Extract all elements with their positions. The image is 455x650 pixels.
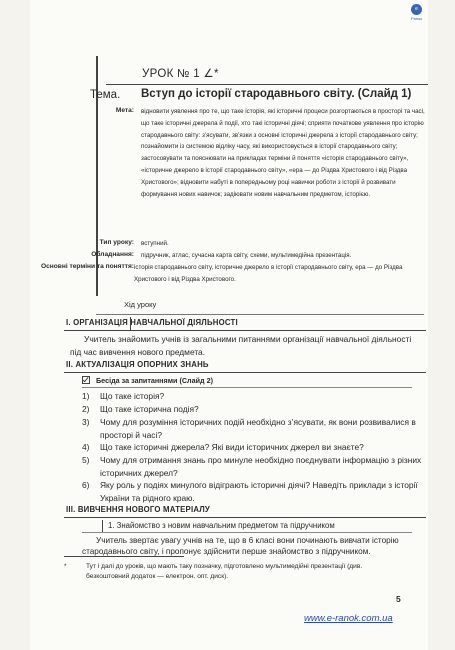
new-subject-subheading: 1. Знайомство з новим навчальним предметом та підручником xyxy=(82,520,412,533)
meta-text-equipment: підручник, атлас, сучасна карта світу, схеми, мультимедійна презентація. xyxy=(141,252,352,259)
meta-label-goal: Мета: xyxy=(115,107,134,114)
lesson-progress-heading: Хід уроку xyxy=(96,300,424,315)
footnote-mark: * xyxy=(64,563,67,570)
section-new-material-title: III. ВИВЧЕННЯ НОВОГО МАТЕРІАЛУ xyxy=(66,505,210,514)
section-organization-text: Учитель знайомить учнів із загальними питаннями організації навчальної діяльності під час вивчення нового предмета. xyxy=(70,334,412,357)
page-number: 5 xyxy=(396,594,401,604)
meta-label-terms: Основні терміни та поняття: xyxy=(41,263,134,270)
meta-text-goal: відновити уявлення про те, що таке історія, які історичні процеси розгортаються в просторі та часі, що таке історичні джерела й події, хто такі історичні діячі; сприяти початкове уявлення про історію стародавнього світу: з’ясувати, зв’язки з основні історичні джерела з історії стародавнього світу; познайомити із системою відліку часу, які використовується в історії стародавнього світу; застосовувати та пояснювати на прикладах терміни й поняття «історія стародавнього світу», «історичне джерело в історії стародавнього світу», «ера — до Різдва Христового і від Різдва Христового»; відновити набуті в попередньому році навички роботи з історії й розвивати формування нових навичок; задіювати новим навчальним предметом, історією. xyxy=(141,108,425,198)
new-subject-text: Учитель звертає увагу учнів на те, що в 6 класі вони починають вивчати історію стародавнього світу, і пропонує здійснити перше знайомство з підручником. xyxy=(82,536,399,557)
publisher-logo-text: Ранок xyxy=(411,16,422,21)
meta-text-terms: історія стародавнього світу, історичне джерело в історії стародавнього світу, ера — до Різдва Христового і від Різдва Христового. xyxy=(134,264,403,283)
subsection-bar xyxy=(102,520,103,532)
section-organization xyxy=(64,317,426,331)
question-item: 3) Чому для розуміння історичних подій необхідно з’ясувати, як вони розвивалися в просторі й часі? xyxy=(82,417,416,440)
meta-text-type: вступний. xyxy=(141,240,169,247)
meta-label-type: Тип уроку: xyxy=(99,239,134,246)
meta-label-equipment: Обладнання: xyxy=(91,251,134,258)
section-organization-title: I. ОРГАНІЗАЦІЯ НАВЧАЛЬНОЇ ДІЯЛЬНОСТІ xyxy=(66,318,238,327)
document-page xyxy=(30,0,428,650)
publisher-website-link[interactable]: www.e-ranok.com.ua xyxy=(304,613,393,624)
publisher-logo: e xyxy=(411,4,422,15)
section-actualization xyxy=(64,359,426,373)
question-item: 1) Що таке історія? xyxy=(82,391,165,401)
question-item: 6) Яку роль у подіях минулого відіграють історичні діячі? Наведіть приклади з історії України та рідного краю. xyxy=(82,480,418,503)
section-actualization-title: II. АКТУАЛІЗАЦІЯ ОПОРНИХ ЗНАНЬ xyxy=(66,360,209,369)
conversation-subheading: Бесіда за запитаннями (Слайд 2) xyxy=(82,376,412,388)
footnote-rule xyxy=(64,556,184,557)
topic-title: Вступ до історії стародавнього світу. (Слайд 1) xyxy=(141,88,412,100)
section-new-material xyxy=(64,504,426,518)
footnote-text: Тут і далі до уроків, що мають таку позначку, підготовлено мультимедійні презентації (див. безкоштовний додаток — електрон. опт. диск). xyxy=(86,563,363,580)
checkbox-icon xyxy=(82,376,90,384)
lesson-number: УРОК № 1 ∠* xyxy=(142,68,219,80)
question-item: 4) Що таке історичні джерела? Які види історичних джерел ви знаєте? xyxy=(82,442,364,452)
question-item: 5) Чому для отримання знань про минуле необхідно поєднувати інформацію з різних історичних джерел? xyxy=(82,455,422,478)
lesson-header xyxy=(106,64,428,85)
footnote xyxy=(64,562,404,581)
topic-label: Тема. xyxy=(90,89,121,101)
question-item: 2) Що таке історична подія? xyxy=(82,404,199,414)
